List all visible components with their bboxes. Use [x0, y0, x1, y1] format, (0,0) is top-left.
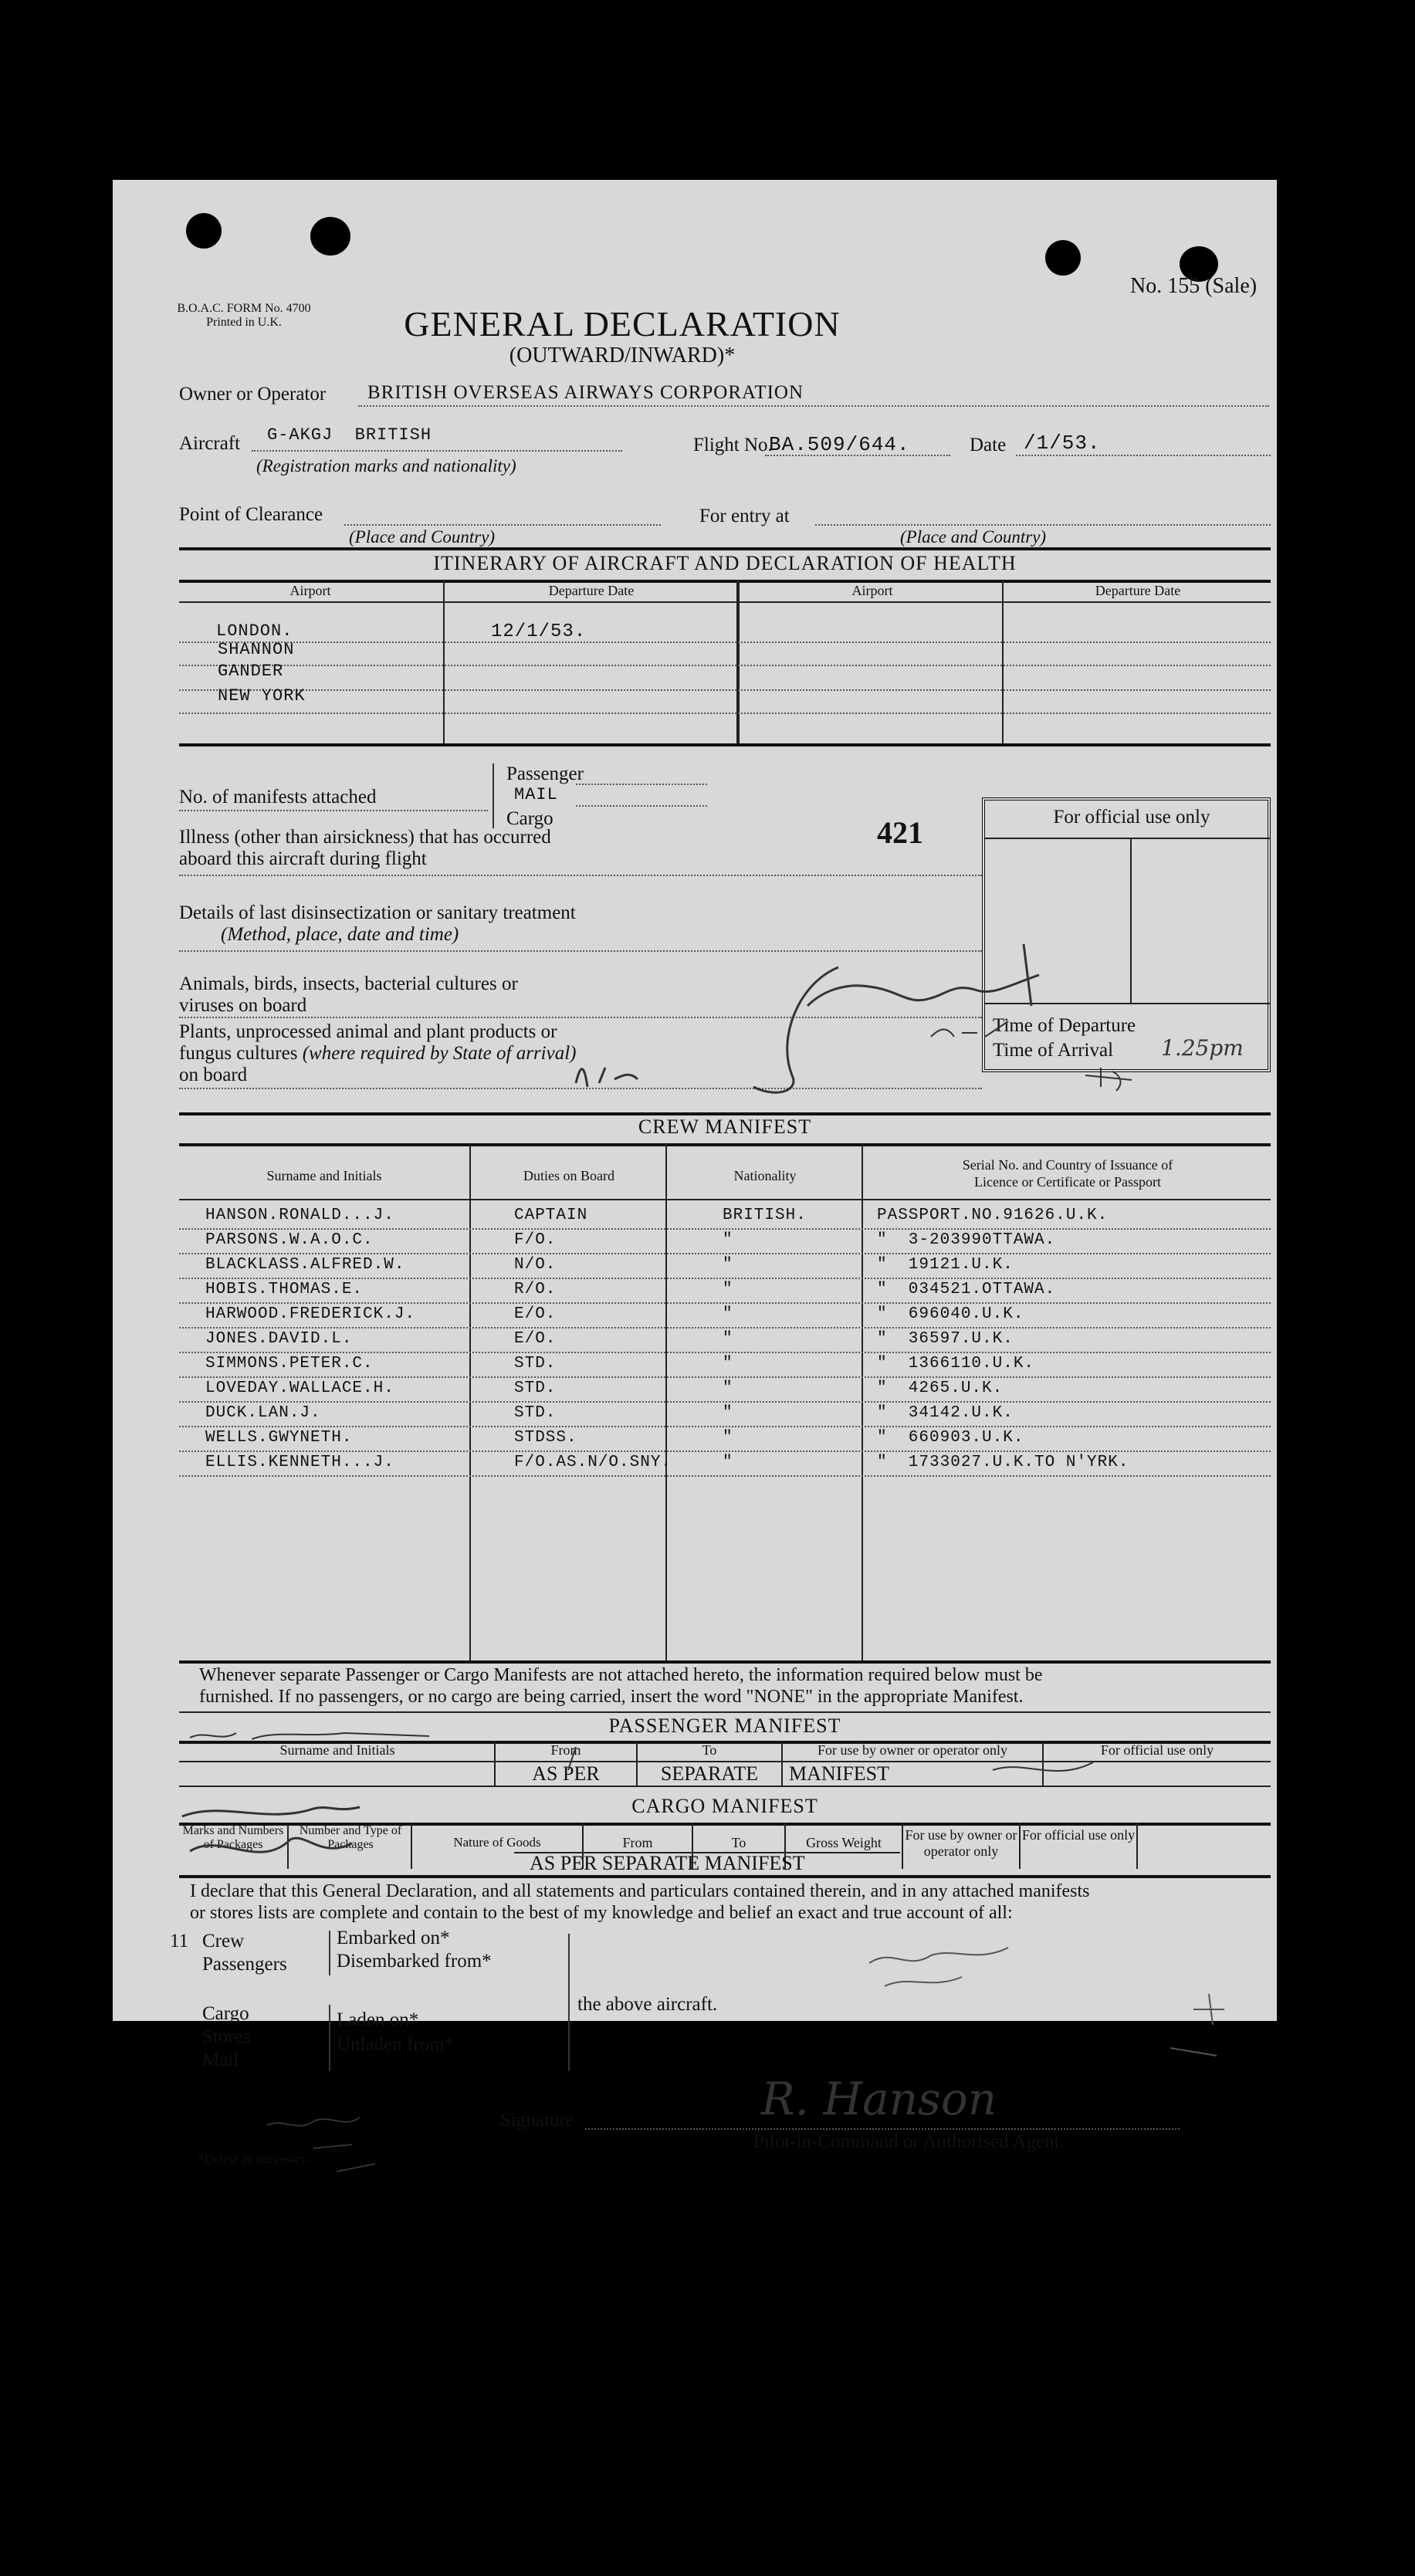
itinerary-airport-3: GANDER — [218, 662, 284, 681]
disinsect-note: (Method, place, date and time) — [221, 924, 459, 945]
declaration-line-2: or stores lists are complete and contain to the best of my knowledge and belief an exact and true account of all: — [190, 1903, 1013, 1923]
crew-nationality: " — [723, 1256, 733, 1274]
itinerary-airport-2: SHANNON — [218, 640, 295, 659]
crew-nationality: " — [723, 1355, 733, 1373]
animals-label: Animals, birds, insects, bacterial cultures or — [179, 973, 518, 994]
time-departure-label: Time of Departure — [993, 1015, 1136, 1036]
owner-value: BRITISH OVERSEAS AIRWAYS CORPORATION — [367, 382, 804, 403]
crew-name: SIMMONS.PETER.C. — [205, 1355, 374, 1373]
passenger-col-from: From — [550, 1742, 581, 1758]
itinerary-col-departure-2: Departure Date — [1095, 583, 1181, 598]
crew-serial: " 696040.U.K. — [877, 1305, 1024, 1323]
crew-name: HANSON.RONALD...J. — [205, 1207, 394, 1224]
crew-title: CREW MANIFEST — [638, 1115, 812, 1138]
aircraft-label: Aircraft — [179, 433, 241, 454]
plants-italic: (where required by State of arrival) — [302, 1043, 577, 1064]
crew-serial: " 4265.U.K. — [877, 1379, 1004, 1397]
aircraft-note: (Registration marks and nationality) — [256, 456, 516, 476]
crew-col-serial: Serial No. and Country of Issuance of — [962, 1157, 1173, 1173]
clearance-label: Point of Clearance — [179, 504, 323, 525]
crew-name: HARWOOD.FREDERICK.J. — [205, 1305, 416, 1323]
decl-crew: Crew — [202, 1931, 245, 1951]
form-number: B.O.A.C. FORM No. 4700 — [177, 302, 311, 315]
declaration-form — [113, 180, 1277, 2166]
signature-label: Signature — [500, 2110, 574, 2131]
passenger-col-owner: For use by owner or operator only — [818, 1742, 1007, 1758]
crew-name: DUCK.LAN.J. — [205, 1404, 321, 1422]
animals-label-2: viruses on board — [179, 995, 307, 1016]
decl-mail: Mail — [202, 2050, 239, 2070]
pilot-label: Pilot-in-Command or Authorised Agent. — [753, 2131, 1065, 2152]
crew-nationality: " — [723, 1281, 733, 1298]
crew-serial: " 1733027.U.K.TO N'YRK. — [877, 1454, 1129, 1471]
place-note-2: (Place and Country) — [900, 527, 1047, 547]
passenger-col-official: For official use only — [1100, 1742, 1214, 1758]
crew-nationality: " — [723, 1429, 733, 1447]
declaration-line-1: I declare that this General Declaration, and all statements and particulars contained therein, and in any attached manifests — [190, 1881, 1090, 1901]
crew-duty: STD. — [514, 1379, 557, 1397]
crew-duty: STDSS. — [514, 1429, 577, 1447]
crew-duty: STD. — [514, 1355, 557, 1373]
crew-col-serial-2: Licence or Certificate or Passport — [974, 1174, 1161, 1190]
itinerary-airport-4: NEW YORK — [218, 686, 306, 706]
passenger-value-3: MANIFEST — [789, 1762, 890, 1785]
passenger-value-1: AS PER — [532, 1762, 600, 1785]
plants-label: Plants, unprocessed animal and plant products or — [179, 1021, 557, 1042]
itinerary-departure-1: 12/1/53. — [491, 621, 587, 642]
crew-nationality: " — [723, 1379, 733, 1397]
crew-name: BLACKLASS.ALFRED.W. — [205, 1256, 405, 1274]
form-title: GENERAL DECLARATION — [404, 304, 841, 344]
manifest-passenger: Passenger — [506, 763, 584, 784]
crew-name: HOBIS.THOMAS.E. — [205, 1281, 364, 1298]
punch-hole-1 — [186, 213, 222, 249]
crew-duty: R/O. — [514, 1281, 557, 1298]
place-note-1: (Place and Country) — [349, 527, 496, 547]
manifest-mail: MAIL — [514, 785, 558, 804]
crew-name: ELLIS.KENNETH...J. — [205, 1454, 394, 1471]
cargo-col-to: To — [731, 1835, 746, 1850]
decl-unladen: Unladen from* — [337, 2034, 455, 2055]
crew-duty: STD. — [514, 1404, 557, 1422]
cargo-col-from: From — [622, 1835, 653, 1850]
delete-note: *Delete as necessary. — [198, 2151, 310, 2166]
punch-hole-2 — [310, 217, 350, 256]
illness-label: Illness (other than airsickness) that has occurred — [179, 827, 551, 848]
decl-embarked: Embarked on* — [337, 1928, 450, 1948]
plants-label-3: on board — [179, 1065, 248, 1085]
passenger-value-2: SEPARATE — [660, 1762, 759, 1785]
pilot-signature: R. Hanson — [761, 2073, 997, 2125]
serial-number: No. 155 (Sale) — [1130, 274, 1258, 298]
crew-duty: F/O. — [514, 1231, 557, 1249]
plants-text: fungus cultures — [179, 1043, 298, 1064]
itinerary-col-departure-1: Departure Date — [548, 583, 635, 598]
crew-serial: " 660903.U.K. — [877, 1429, 1024, 1447]
punch-hole-3 — [1045, 240, 1081, 276]
cargo-value: AS PER SEPARATE MANIFEST — [530, 1852, 805, 1874]
form-printed: Printed in U.K. — [206, 316, 282, 329]
illness-label-2: aboard this aircraft during flight — [179, 848, 427, 869]
crew-serial: " 34142.U.K. — [877, 1404, 1014, 1422]
crew-duty: E/O. — [514, 1305, 557, 1323]
crew-duty: E/O. — [514, 1330, 557, 1348]
crew-col-duties: Duties on Board — [523, 1168, 614, 1183]
decl-above: the above aircraft. — [577, 1994, 718, 2015]
decl-passengers: Passengers — [202, 1954, 287, 1975]
cargo-col-owner: For use by owner or operator only — [905, 1827, 1017, 1859]
itinerary-title: ITINERARY OF AIRCRAFT AND DECLARATION OF HEALTH — [433, 552, 1017, 574]
cargo-col-nature: Nature of Goods — [453, 1835, 541, 1850]
date-label: Date — [970, 435, 1007, 455]
crew-serial: PASSPORT.NO.91626.U.K. — [877, 1207, 1109, 1224]
crew-nationality: " — [723, 1305, 733, 1323]
notice-line-1: Whenever separate Passenger or Cargo Manifests are not attached hereto, the information required below must be — [199, 1665, 1043, 1685]
crew-nationality: " — [723, 1404, 733, 1422]
crew-serial: " 19121.U.K. — [877, 1256, 1014, 1274]
itinerary-col-airport-1: Airport — [289, 583, 331, 598]
crew-count: 11 — [170, 1931, 189, 1951]
crew-nationality: " — [723, 1231, 733, 1249]
crew-nationality: BRITISH. — [723, 1207, 807, 1224]
notice-line-2: furnished. If no passengers, or no cargo are being carried, insert the word "NONE" in the appropriate Manifest. — [199, 1687, 1024, 1707]
itinerary-col-airport-2: Airport — [851, 583, 893, 598]
passenger-col-surname: Surname and Initials — [279, 1742, 395, 1758]
health-officer-signature — [545, 921, 1147, 1106]
crew-duty: CAPTAIN — [514, 1207, 588, 1224]
crew-duty: N/O. — [514, 1256, 557, 1274]
form-subtitle: (OUTWARD/INWARD)* — [509, 344, 736, 367]
crew-serial: " 034521.OTTAWA. — [877, 1281, 1056, 1298]
decl-laden: Laden on* — [337, 2009, 419, 2030]
cargo-col-official: For official use only — [1021, 1827, 1136, 1843]
crew-nationality: " — [723, 1454, 733, 1471]
crew-nationality: " — [723, 1330, 733, 1348]
crew-serial: " 1366110.U.K. — [877, 1355, 1035, 1373]
decl-disembarked: Disembarked from* — [337, 1951, 492, 1972]
crew-name: JONES.DAVID.L. — [205, 1330, 353, 1348]
aircraft-value: G-AKGJ BRITISH — [267, 425, 432, 445]
plants-label-2 — [179, 1043, 577, 1065]
time-arrival-value: 1.25pm — [1161, 1035, 1244, 1061]
official-use-title: For official use only — [1053, 807, 1210, 828]
stamp-number: 421 — [877, 815, 923, 850]
crew-name: WELLS.GWYNETH. — [205, 1429, 353, 1447]
crew-serial: " 36597.U.K. — [877, 1330, 1014, 1348]
crew-col-nationality: Nationality — [733, 1168, 797, 1183]
cargo-manifest-title: CARGO MANIFEST — [631, 1795, 818, 1817]
manifest-cargo: Cargo — [506, 808, 553, 829]
manifest-bracket — [493, 763, 499, 828]
entry-label: For entry at — [699, 506, 790, 526]
manifests-label: No. of manifests attached — [179, 787, 377, 807]
itinerary-airport-1: LONDON. — [216, 621, 293, 641]
crew-col-surname: Surname and Initials — [266, 1168, 382, 1183]
owner-label: Owner or Operator — [179, 384, 327, 405]
date-value: /1/53. — [1024, 432, 1101, 455]
crew-duty: F/O.AS.N/O.SNY. — [514, 1454, 672, 1471]
decl-stores: Stores — [202, 2026, 251, 2047]
cargo-col-weight: Gross Weight — [806, 1835, 882, 1850]
disinsect-label: Details of last disinsectization or sanitary treatment — [179, 902, 576, 923]
flight-value: BA.509/644. — [769, 433, 910, 456]
passenger-manifest-title: PASSENGER MANIFEST — [608, 1715, 841, 1737]
passenger-col-to: To — [702, 1742, 717, 1758]
cargo-col-number: Number and Type of Packages — [299, 1824, 402, 1851]
crew-name: LOVEDAY.WALLACE.H. — [205, 1379, 394, 1397]
cargo-col-marks: Marks and Numbers of Packages — [182, 1824, 284, 1851]
crew-serial: " 3-203990TTAWA. — [877, 1231, 1056, 1249]
handwritten-notes — [174, 1716, 1271, 2195]
time-arrival-label: Time of Arrival — [993, 1040, 1114, 1061]
flight-label: Flight No. — [693, 435, 773, 455]
decl-cargo: Cargo — [202, 2003, 249, 2024]
crew-name: PARSONS.W.A.O.C. — [205, 1231, 374, 1249]
